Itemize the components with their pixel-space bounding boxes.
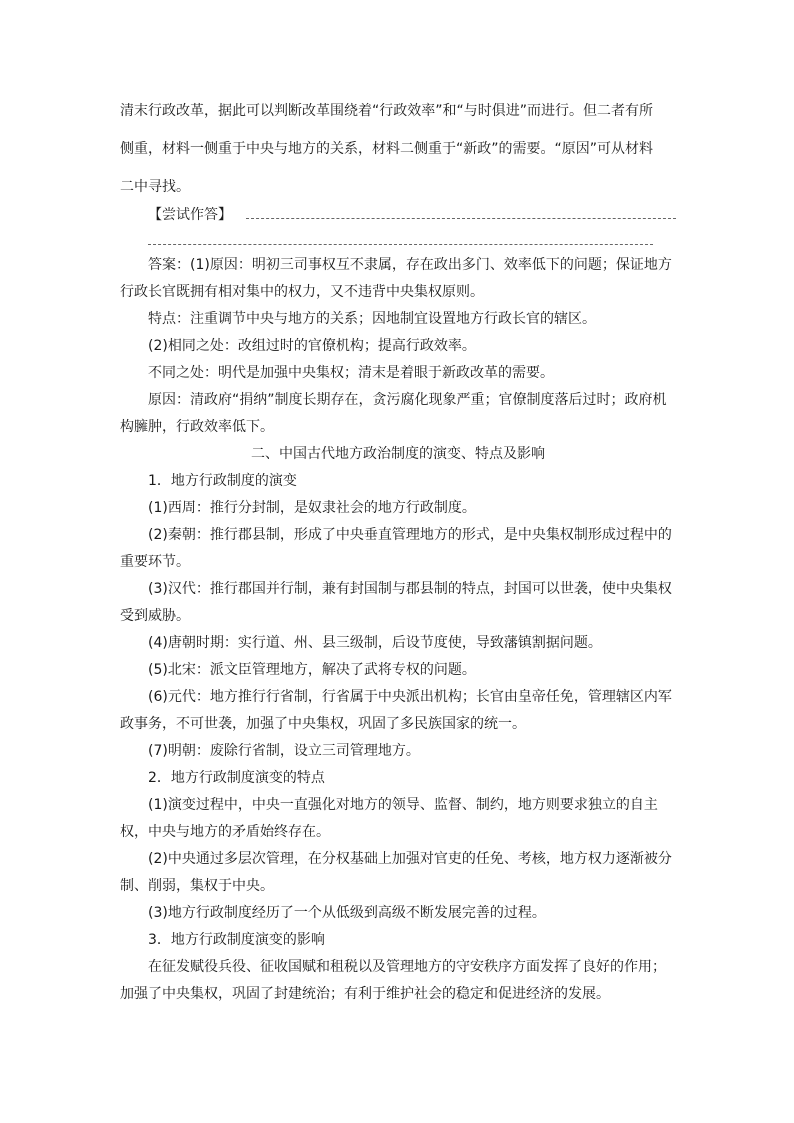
answer-p5: 原因：清政府“捐纳”制度长期存在，贪污腐化现象严重；官僚制度落后过时；政府机构臃肿，行政效率低下。 [120, 392, 667, 435]
sub2-item-3: (3)地方行政制度经历了一个从低级到高级不断发展完善的过程。 [148, 905, 546, 921]
sub1-item-7: (7)明朝：废除行省制，设立三司管理地方。 [148, 743, 420, 759]
sub2-item-2: (2)中央通过多层次管理，在分权基础上加强对官吏的任免、考核，地方权力逐渐被分制、削弱，集权于中央。 [120, 851, 672, 894]
sub1-item-2: (2)秦朝：推行郡县制，形成了中央垂直管理地方的形式，是中央集权制形成过程中的重要环节。 [120, 527, 672, 570]
answer-p3: (2)相同之处：改组过时的官僚机构；提高行政效率。 [148, 338, 476, 354]
sub3-text: 在征发赋役兵役、征收国赋和租税以及管理地方的守安秩序方面发挥了良好的作用；加强了中央集权，巩固了封建统治；有利于维护社会的稳定和促进经济的发展。 [120, 959, 666, 1002]
intro-line-2: 侧重，材料一侧重于中央与地方的关系，材料二侧重于“新政”的需要。“原因”可从材料 [120, 141, 654, 157]
answer-p4: 不同之处：明代是加强中央集权；清末是着眼于新政改革的需要。 [148, 365, 554, 381]
section-2-title: 二、中国古代地方政治制度的演变、特点及影响 [251, 446, 545, 462]
answer-line-2 [148, 244, 653, 245]
sub1-item-1: (1)西周：推行分封制，是奴隶社会的地方行政制度。 [148, 500, 476, 516]
intro-paragraph [120, 92, 676, 206]
sub1-item-4: (4)唐朝时期：实行道、州、县三级制，后设节度使，导致藩镇割据问题。 [148, 635, 602, 651]
sub3-title: 3．地方行政制度演变的影响 [148, 932, 325, 948]
sub1-item-3: (3)汉代：推行郡国并行制，兼有封国制与郡县制的特点，封国可以世袭，使中央集权受到威胁。 [120, 581, 672, 624]
intro-line-3: 二中寻找。 [120, 179, 190, 195]
sub1-item-6: (6)元代：地方推行行省制，行省属于中央派出机构；长官由皇帝任免，管理辖区内军政事务，不可世袭，加强了中央集权，巩固了多民族国家的统一。 [120, 689, 672, 732]
answer-and-section [120, 252, 676, 1008]
answer-p1: 答案：(1)原因：明初三司事权互不隶属，存在政出多门、效率低下的问题；保证地方行政长官既拥有相对集中的权力，又不违背中央集权原则。 [120, 257, 672, 300]
sub1-title: 1．地方行政制度的演变 [148, 473, 297, 489]
sub2-item-1: (1)演变过程中，中央一直强化对地方的领导、监督、制约，地方则要求独立的自主权，中央与地方的矛盾始终存在。 [120, 797, 658, 840]
sub2-title: 2．地方行政制度演变的特点 [148, 770, 325, 786]
try-answer-row [148, 198, 676, 228]
answer-p2: 特点：注重调节中央与地方的关系；因地制宜设置地方行政长官的辖区。 [148, 311, 596, 327]
intro-line-1: 清末行政改革，据此可以判断改革围绕着“行政效率”和“与时俱进”而进行。但二者有所 [120, 103, 654, 119]
try-answer-label: 【尝试作答】 [148, 207, 232, 223]
answer-line-1 [246, 218, 676, 219]
sub1-item-5: (5)北宋：派文臣管理地方，解决了武将专权的问题。 [148, 662, 476, 678]
